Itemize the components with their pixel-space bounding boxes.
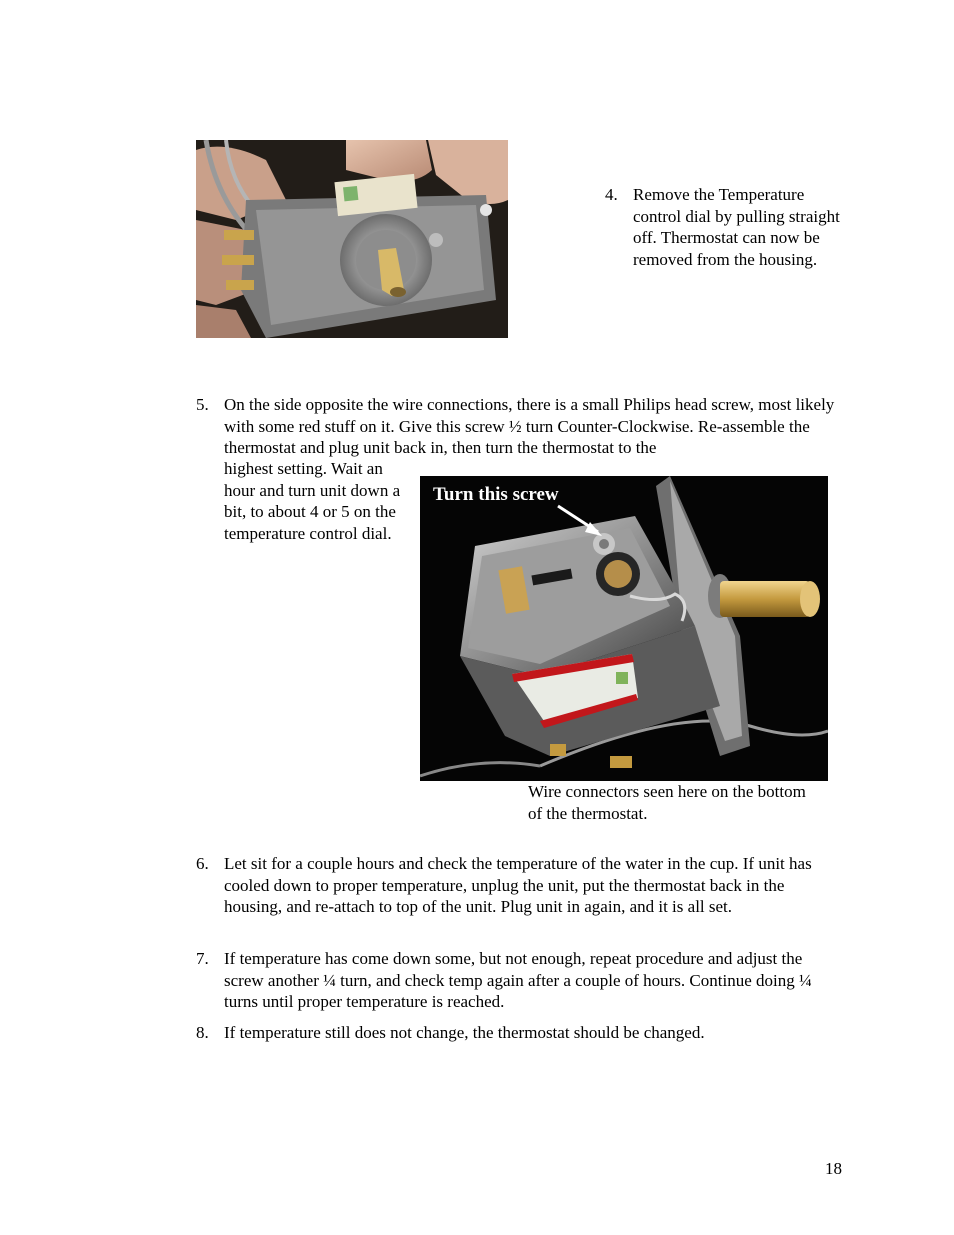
thermostat-hand-illustration (196, 140, 508, 338)
step-5-text-part-1: On the side opposite the wire connections, there is a small Philips head screw, most likely with some red stuff on it. Give this screw ½ turn Counter-Clockwise. Re-assemble the thermostat and plug unit back in, then turn the thermostat to the (224, 395, 835, 457)
step-7-text: If temperature has come down some, but not enough, repeat procedure and adjust the screw another ¼ turn, and check temp again after a couple of hours. Continue doing ¼ turns until proper temperature is reached. (224, 949, 812, 1011)
photo-caption: Wire connectors seen here on the bottom of the thermostat. (528, 782, 806, 823)
step-8-number: 8. (196, 1023, 209, 1042)
step-5-number: 5. (196, 395, 209, 414)
step-8-text: If temperature still does not change, the thermostat should be changed. (224, 1023, 705, 1042)
step-7-number: 7. (196, 949, 209, 968)
step-6-number: 6. (196, 854, 209, 873)
step-4-text: Remove the Temperature control dial by pulling straight off. Thermostat can now be removed from the housing. (633, 185, 840, 269)
thermostat-closeup-photo (420, 476, 828, 781)
thermostat-hand-photo (196, 140, 508, 338)
turn-screw-annotation: Turn this screw (433, 484, 559, 505)
thermostat-closeup-illustration (420, 476, 828, 781)
step-4-number: 4. (605, 185, 618, 204)
step-5-text-part-2: highest setting. Wait an hour and turn unit down a bit, to about 4 or 5 on the temperature control dial. (224, 459, 401, 543)
page-number: 18 (825, 1159, 842, 1178)
step-6-text: Let sit for a couple hours and check the temperature of the water in the cup. If unit has cooled down to proper temperature, unplug the unit, put the thermostat back in the housing, and re-attach to top of the unit. Plug unit in again, and it is all set. (224, 854, 812, 916)
